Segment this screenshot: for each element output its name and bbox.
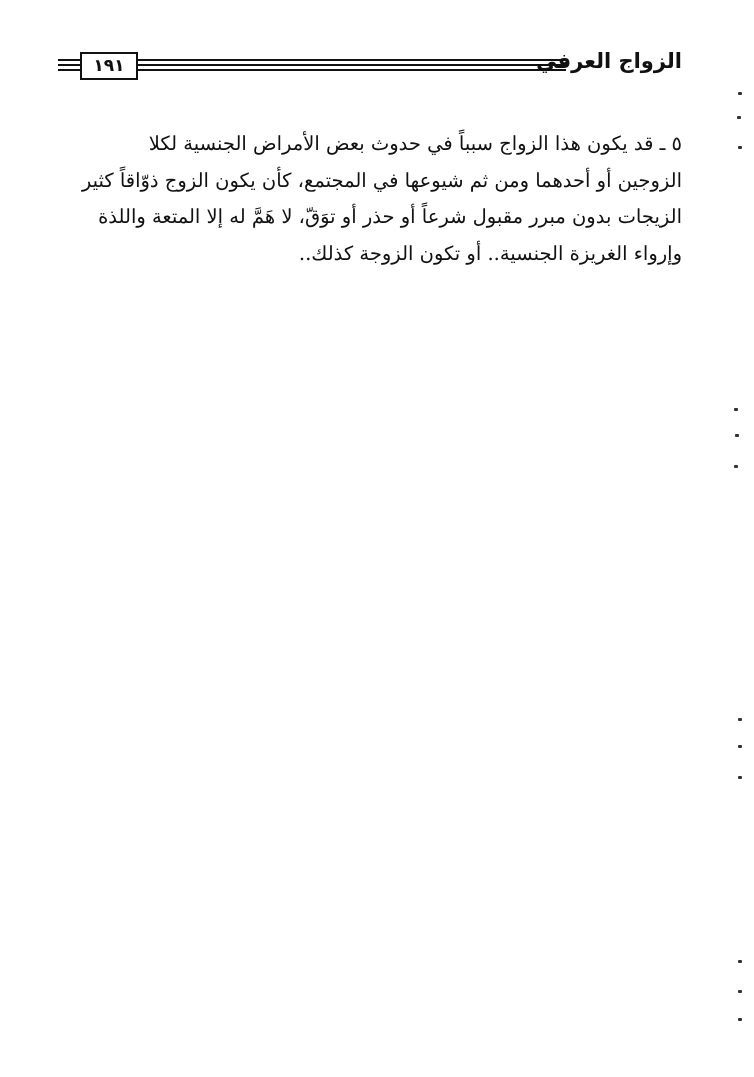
scan-speck: [738, 1018, 742, 1021]
scan-speck: [734, 408, 738, 411]
page-header: [58, 44, 682, 80]
header-rule: [58, 69, 80, 71]
header-rule: [136, 59, 566, 61]
scan-speck: [737, 116, 741, 119]
header-rule: [136, 69, 566, 71]
scan-speck: [738, 718, 742, 721]
header-rule: [58, 59, 80, 61]
scan-speck: [738, 146, 742, 149]
header-rule: [136, 64, 566, 66]
scan-speck: [738, 776, 742, 779]
text-line: الزوجين أو أحدهما ومن ثم شيوعها في المجتمع، كأن يكون الزوج ذوّاقاً كثير: [81, 168, 682, 192]
text-line: وإرواء الغريزة الجنسية.. أو تكون الزوجة كذلك..: [298, 241, 682, 265]
scan-speck: [735, 434, 739, 437]
scan-speck: [734, 465, 738, 468]
running-title: الزواج العرفي: [536, 49, 682, 73]
text-line: ٥ ـ قد يكون هذا الزواج سبباً في حدوث بعض الأمراض الجنسية لكلا: [148, 132, 682, 155]
page-number: ١٩١: [80, 52, 138, 80]
scan-speck: [738, 990, 742, 993]
body-text: [58, 126, 682, 272]
scan-speck: [738, 92, 742, 95]
scan-speck: [738, 960, 742, 963]
text-line: الزيجات بدون مبرر مقبول شرعاً أو حذر أو توَقّ، لا هَمَّ له إلا المتعة واللذة: [98, 205, 682, 228]
header-rule: [58, 64, 80, 66]
scan-speck: [738, 745, 742, 748]
